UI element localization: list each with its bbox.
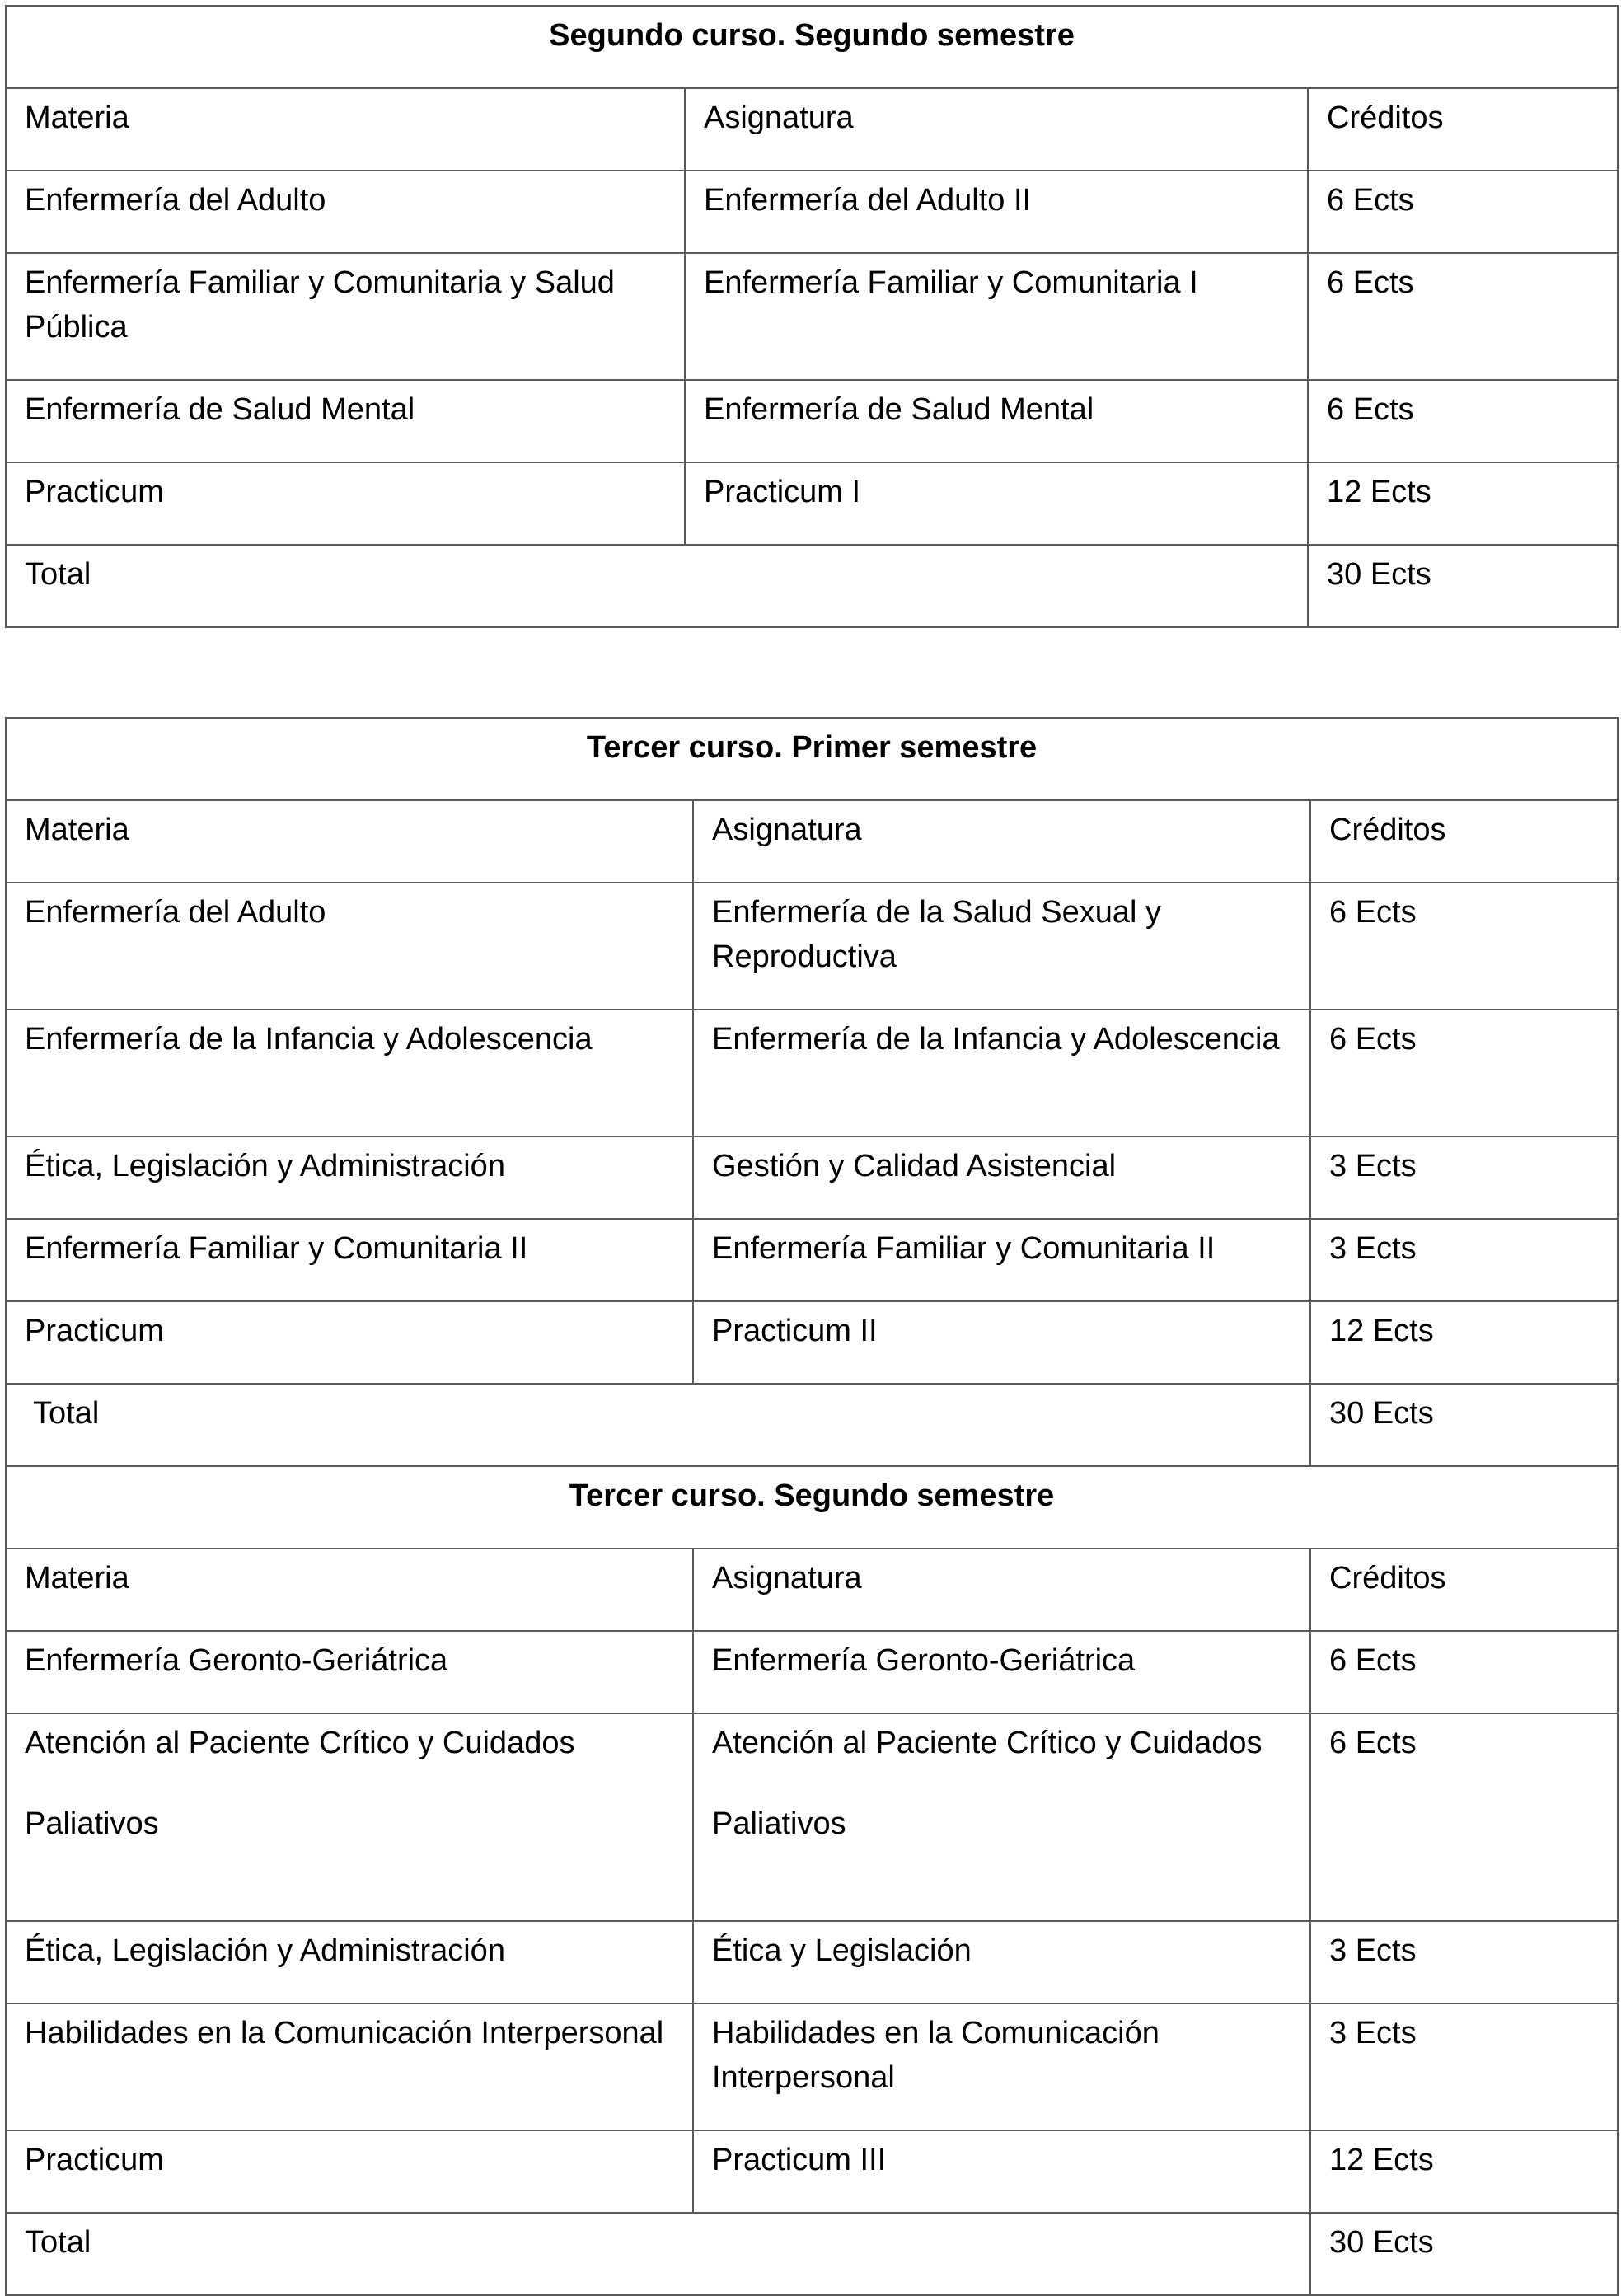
- total-label: Total: [6, 1384, 1310, 1466]
- cell-asignatura: Enfermería de la Salud Sexual y Reproductiva: [693, 883, 1310, 1010]
- total-row: [6, 2213, 1618, 2295]
- cell-creditos: 6 Ects: [1310, 1713, 1618, 1921]
- cell-creditos: 6 Ects: [1310, 1631, 1618, 1713]
- table-header-row: [6, 88, 1618, 171]
- header-creditos: Créditos: [1310, 1549, 1618, 1631]
- cell-asignatura: [693, 1713, 1310, 1921]
- cell-creditos: 3 Ects: [1310, 2003, 1618, 2130]
- table-row: [6, 1631, 1618, 1713]
- cell-materia: Habilidades en la Comunicación Interpersonal: [6, 2003, 693, 2130]
- table-tercer-curso: [5, 717, 1619, 2296]
- header-asignatura: Asignatura: [693, 800, 1310, 883]
- cell-creditos: 6 Ects: [1308, 171, 1618, 253]
- cell-asignatura-line: Atención al Paciente Crítico y Cuidados: [712, 1726, 1263, 1760]
- cell-materia: Enfermería de la Infancia y Adolescencia: [6, 1010, 693, 1136]
- total-value: 30 Ects: [1310, 1384, 1618, 1466]
- table-title: Tercer curso. Primer semestre: [6, 718, 1618, 800]
- cell-materia: Enfermería de Salud Mental: [6, 380, 685, 462]
- total-value: 30 Ects: [1308, 545, 1618, 627]
- cell-materia-line-cont: Paliativos: [25, 1806, 159, 1841]
- cell-materia: Practicum: [6, 2130, 693, 2213]
- header-creditos: Créditos: [1310, 800, 1618, 883]
- cell-asignatura-line-cont: Paliativos: [712, 1806, 846, 1841]
- cell-creditos: 6 Ects: [1308, 253, 1618, 380]
- table-row: [6, 1136, 1618, 1219]
- table-segundo-curso-segundo-semestre: [5, 5, 1619, 628]
- cell-asignatura: Ética y Legislación: [693, 1921, 1310, 2003]
- cell-asignatura: Practicum III: [693, 2130, 1310, 2213]
- total-label: Total: [6, 2213, 1310, 2295]
- table-title: Segundo curso. Segundo semestre: [6, 6, 1618, 88]
- cell-creditos: 3 Ects: [1310, 1921, 1618, 2003]
- cell-materia: Enfermería Familiar y Comunitaria II: [6, 1219, 693, 1301]
- table-row: [6, 1010, 1618, 1136]
- cell-creditos: 12 Ects: [1310, 2130, 1618, 2213]
- table-header-row: [6, 1549, 1618, 1631]
- total-label: Total: [6, 545, 1308, 627]
- total-row: [6, 545, 1618, 627]
- cell-materia: Enfermería del Adulto: [6, 171, 685, 253]
- cell-creditos: 12 Ects: [1308, 462, 1618, 545]
- table-row: [6, 2003, 1618, 2130]
- table-row: [6, 1219, 1618, 1301]
- cell-materia: Practicum: [6, 462, 685, 545]
- table-row: [6, 462, 1618, 545]
- cell-asignatura: Enfermería del Adulto II: [685, 171, 1308, 253]
- header-creditos: Créditos: [1308, 88, 1618, 171]
- cell-materia: Enfermería Geronto-Geriátrica: [6, 1631, 693, 1713]
- cell-creditos: 6 Ects: [1310, 883, 1618, 1010]
- cell-asignatura: Practicum I: [685, 462, 1308, 545]
- cell-materia: Ética, Legislación y Administración: [6, 1136, 693, 1219]
- total-row: [6, 1384, 1618, 1466]
- table-row: [6, 171, 1618, 253]
- header-materia: Materia: [6, 88, 685, 171]
- cell-asignatura: Gestión y Calidad Asistencial: [693, 1136, 1310, 1219]
- cell-materia: Enfermería Familiar y Comunitaria y Salud Pública: [6, 253, 685, 380]
- cell-asignatura: Practicum II: [693, 1301, 1310, 1384]
- table-row: [6, 380, 1618, 462]
- cell-asignatura: Habilidades en la Comunicación Interpersonal: [693, 2003, 1310, 2130]
- cell-asignatura: Enfermería de la Infancia y Adolescencia: [693, 1010, 1310, 1136]
- table-row: [6, 1301, 1618, 1384]
- table-header-row: [6, 800, 1618, 883]
- header-asignatura: Asignatura: [693, 1549, 1310, 1631]
- table-row: [6, 253, 1618, 380]
- header-materia: Materia: [6, 1549, 693, 1631]
- cell-asignatura: Enfermería Geronto-Geriátrica: [693, 1631, 1310, 1713]
- cell-asignatura: Enfermería de Salud Mental: [685, 380, 1308, 462]
- table-title: Tercer curso. Segundo semestre: [6, 1466, 1618, 1549]
- table-row: [6, 1713, 1618, 1921]
- table-row: [6, 883, 1618, 1010]
- cell-creditos: 12 Ects: [1310, 1301, 1618, 1384]
- table-row: [6, 2130, 1618, 2213]
- cell-materia-line: Atención al Paciente Crítico y Cuidados: [25, 1726, 575, 1760]
- cell-materia: Ética, Legislación y Administración: [6, 1921, 693, 2003]
- cell-asignatura: Enfermería Familiar y Comunitaria II: [693, 1219, 1310, 1301]
- table-row: [6, 1921, 1618, 2003]
- header-asignatura: Asignatura: [685, 88, 1308, 171]
- cell-materia: [6, 1713, 693, 1921]
- cell-creditos: 6 Ects: [1310, 1010, 1618, 1136]
- cell-creditos: 3 Ects: [1310, 1219, 1618, 1301]
- total-value: 30 Ects: [1310, 2213, 1618, 2295]
- cell-materia: Enfermería del Adulto: [6, 883, 693, 1010]
- cell-creditos: 3 Ects: [1310, 1136, 1618, 1219]
- cell-creditos: 6 Ects: [1308, 380, 1618, 462]
- header-materia: Materia: [6, 800, 693, 883]
- cell-materia: Practicum: [6, 1301, 693, 1384]
- cell-asignatura: Enfermería Familiar y Comunitaria I: [685, 253, 1308, 380]
